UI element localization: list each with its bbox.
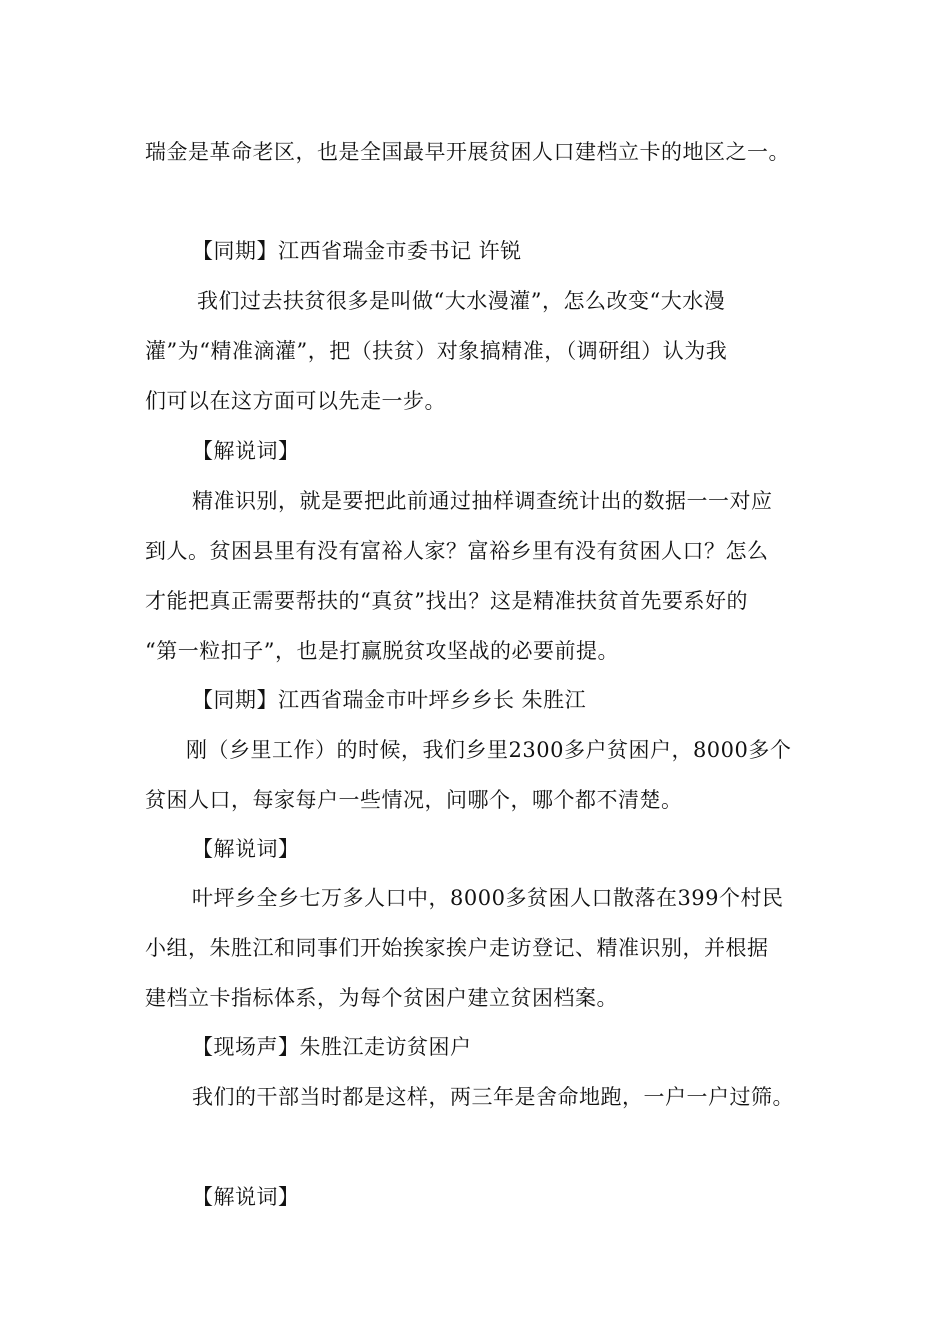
- paragraph-line: 我们的干部当时都是这样，两三年是舍命地跑，一户一户过筛。: [192, 1085, 794, 1109]
- quote-line: 我们过去扶贫很多是叫做“大水漫灌”，怎么改变“大水漫: [197, 289, 726, 313]
- section-heading-onsite: 【现场声】朱胜江走访贫困户: [192, 1035, 472, 1059]
- section-heading-sync: 【同期】江西省瑞金市委书记 许锐: [192, 239, 522, 263]
- section-heading-sync: 【同期】江西省瑞金市叶坪乡乡长 朱胜江: [192, 688, 587, 712]
- paragraph-line: 才能把真正需要帮扶的“真贫”找出？这是精准扶贫首先要系好的: [145, 589, 748, 613]
- paragraph-line: 瑞金是革命老区，也是全国最早开展贫困人口建档立卡的地区之一。: [145, 140, 790, 164]
- quote-line: 们可以在这方面可以先走一步。: [145, 389, 446, 413]
- paragraph-line: “第一粒扣子”，也是打赢脱贫攻坚战的必要前提。: [145, 639, 619, 663]
- paragraph-line: 建档立卡指标体系，为每个贫困户建立贫困档案。: [145, 986, 618, 1010]
- section-heading-narration: 【解说词】: [192, 439, 300, 463]
- paragraph-line: 到人。贫困县里有没有富裕人家？富裕乡里有没有贫困人口？怎么: [145, 539, 769, 563]
- quote-line: 灌”为“精准滴灌”，把（扶贫）对象搞精准，（调研组）认为我: [145, 339, 728, 363]
- paragraph-line: 精准识别，就是要把此前通过抽样调查统计出的数据一一对应: [192, 489, 773, 513]
- quote-line: 刚（乡里工作）的时候，我们乡里2300多户贫困户，8000多个: [186, 738, 792, 762]
- paragraph-line: 叶坪乡全乡七万多人口中，8000多贫困人口散落在399个村民: [192, 886, 784, 910]
- section-heading-narration: 【解说词】: [192, 837, 300, 861]
- section-heading-narration: 【解说词】: [192, 1185, 300, 1209]
- paragraph-line: 小组，朱胜江和同事们开始挨家挨户走访登记、精准识别，并根据: [145, 936, 769, 960]
- quote-line: 贫困人口，每家每户一些情况，问哪个，哪个都不清楚。: [145, 788, 683, 812]
